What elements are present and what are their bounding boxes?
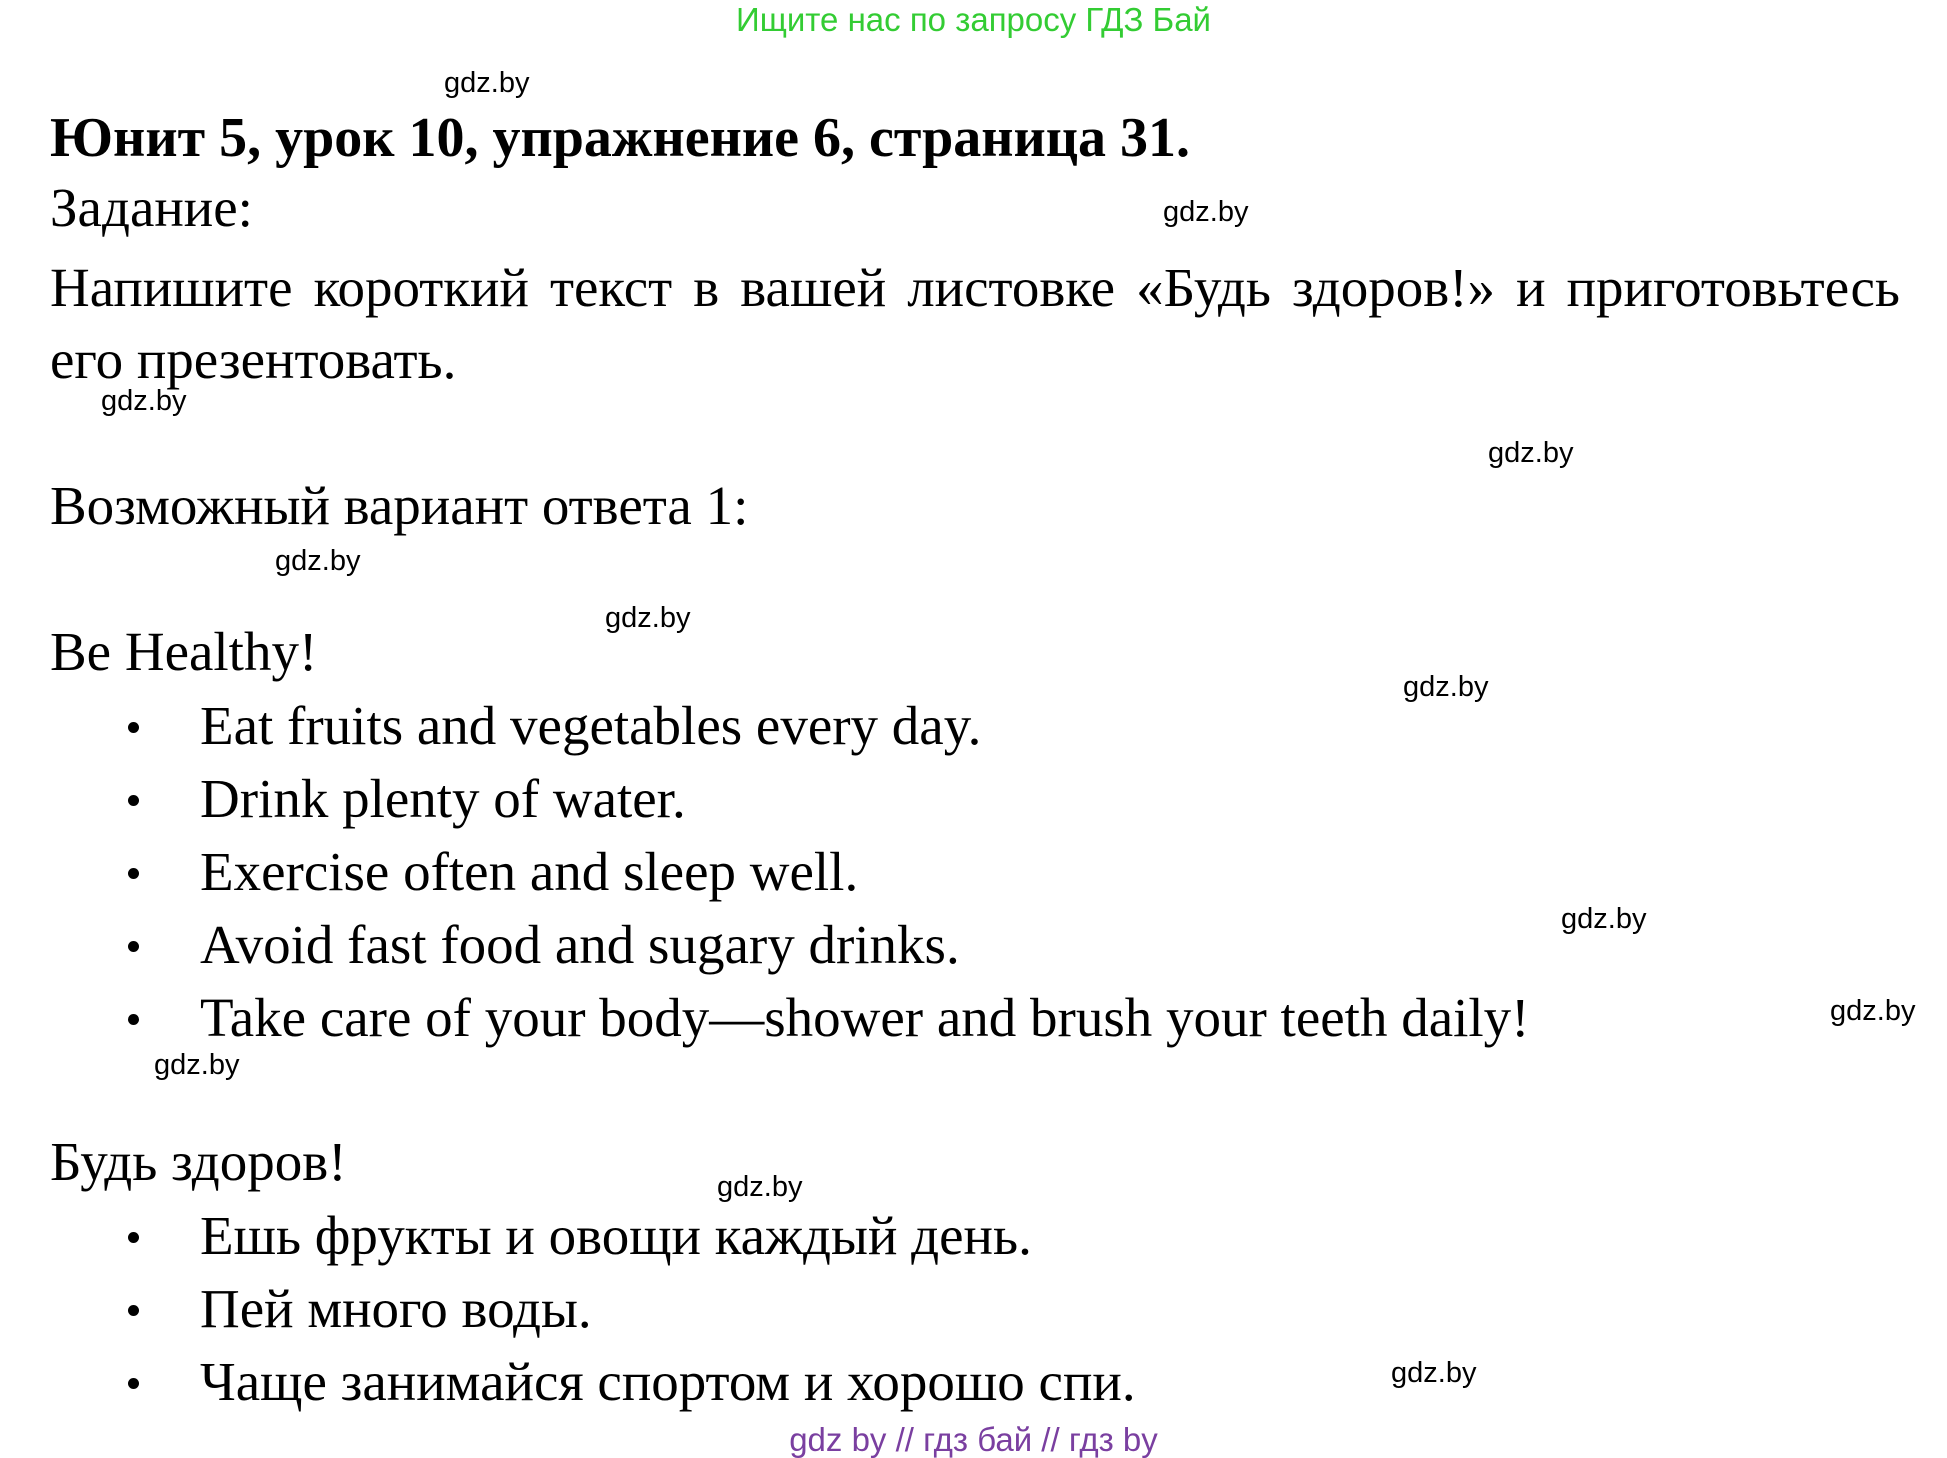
list-item-text: Ешь фрукты и овощи каждый день. bbox=[200, 1205, 1032, 1266]
watermark: gdz.by bbox=[444, 67, 530, 99]
list-item-text: Eat fruits and vegetables every day. bbox=[200, 695, 982, 756]
bullet-dot bbox=[128, 1232, 139, 1243]
watermark: gdz.by bbox=[1561, 903, 1647, 935]
bullet-dot bbox=[128, 1378, 139, 1389]
footer-watermark: gdz by // гдз бай // гдз by bbox=[789, 1421, 1158, 1458]
list-item-text: Пей много воды. bbox=[200, 1278, 592, 1339]
page-title: Юнит 5, урок 10, упражнение 6, страница 31. bbox=[50, 107, 1191, 169]
watermark: gdz.by bbox=[1403, 671, 1489, 703]
top-banner: Ищите нас по запросу ГДЗ Бай bbox=[736, 1, 1211, 38]
bullet-dot bbox=[128, 1305, 139, 1316]
list-item-text: Take care of your body—shower and brush your teeth daily! bbox=[200, 987, 1530, 1048]
list-item-text: Чаще занимайся спортом и хорошо спи. bbox=[200, 1351, 1136, 1412]
english-heading: Be Healthy! bbox=[50, 621, 318, 682]
watermark: gdz.by bbox=[1488, 437, 1574, 469]
watermark: gdz.by bbox=[275, 545, 361, 577]
russian-heading: Будь здоров! bbox=[50, 1131, 347, 1192]
watermark: gdz.by bbox=[101, 385, 187, 417]
watermark: gdz.by bbox=[1830, 995, 1916, 1027]
task-text: Напишите короткий текст в вашей листовке «Будь здоров!» и приготовьтесь его презентовать. bbox=[50, 257, 1900, 390]
watermark: gdz.by bbox=[1391, 1357, 1477, 1389]
watermark: gdz.by bbox=[605, 602, 691, 634]
list-item-text: Drink plenty of water. bbox=[200, 768, 686, 829]
task-label: Задание: bbox=[50, 177, 253, 238]
watermark: gdz.by bbox=[717, 1171, 803, 1203]
list-item-text: Exercise often and sleep well. bbox=[200, 841, 859, 902]
watermark: gdz.by bbox=[154, 1049, 240, 1081]
list-item-text: Avoid fast food and sugary drinks. bbox=[200, 914, 960, 975]
answer-label: Возможный вариант ответа 1: bbox=[50, 475, 749, 536]
watermark: gdz.by bbox=[1163, 196, 1249, 228]
